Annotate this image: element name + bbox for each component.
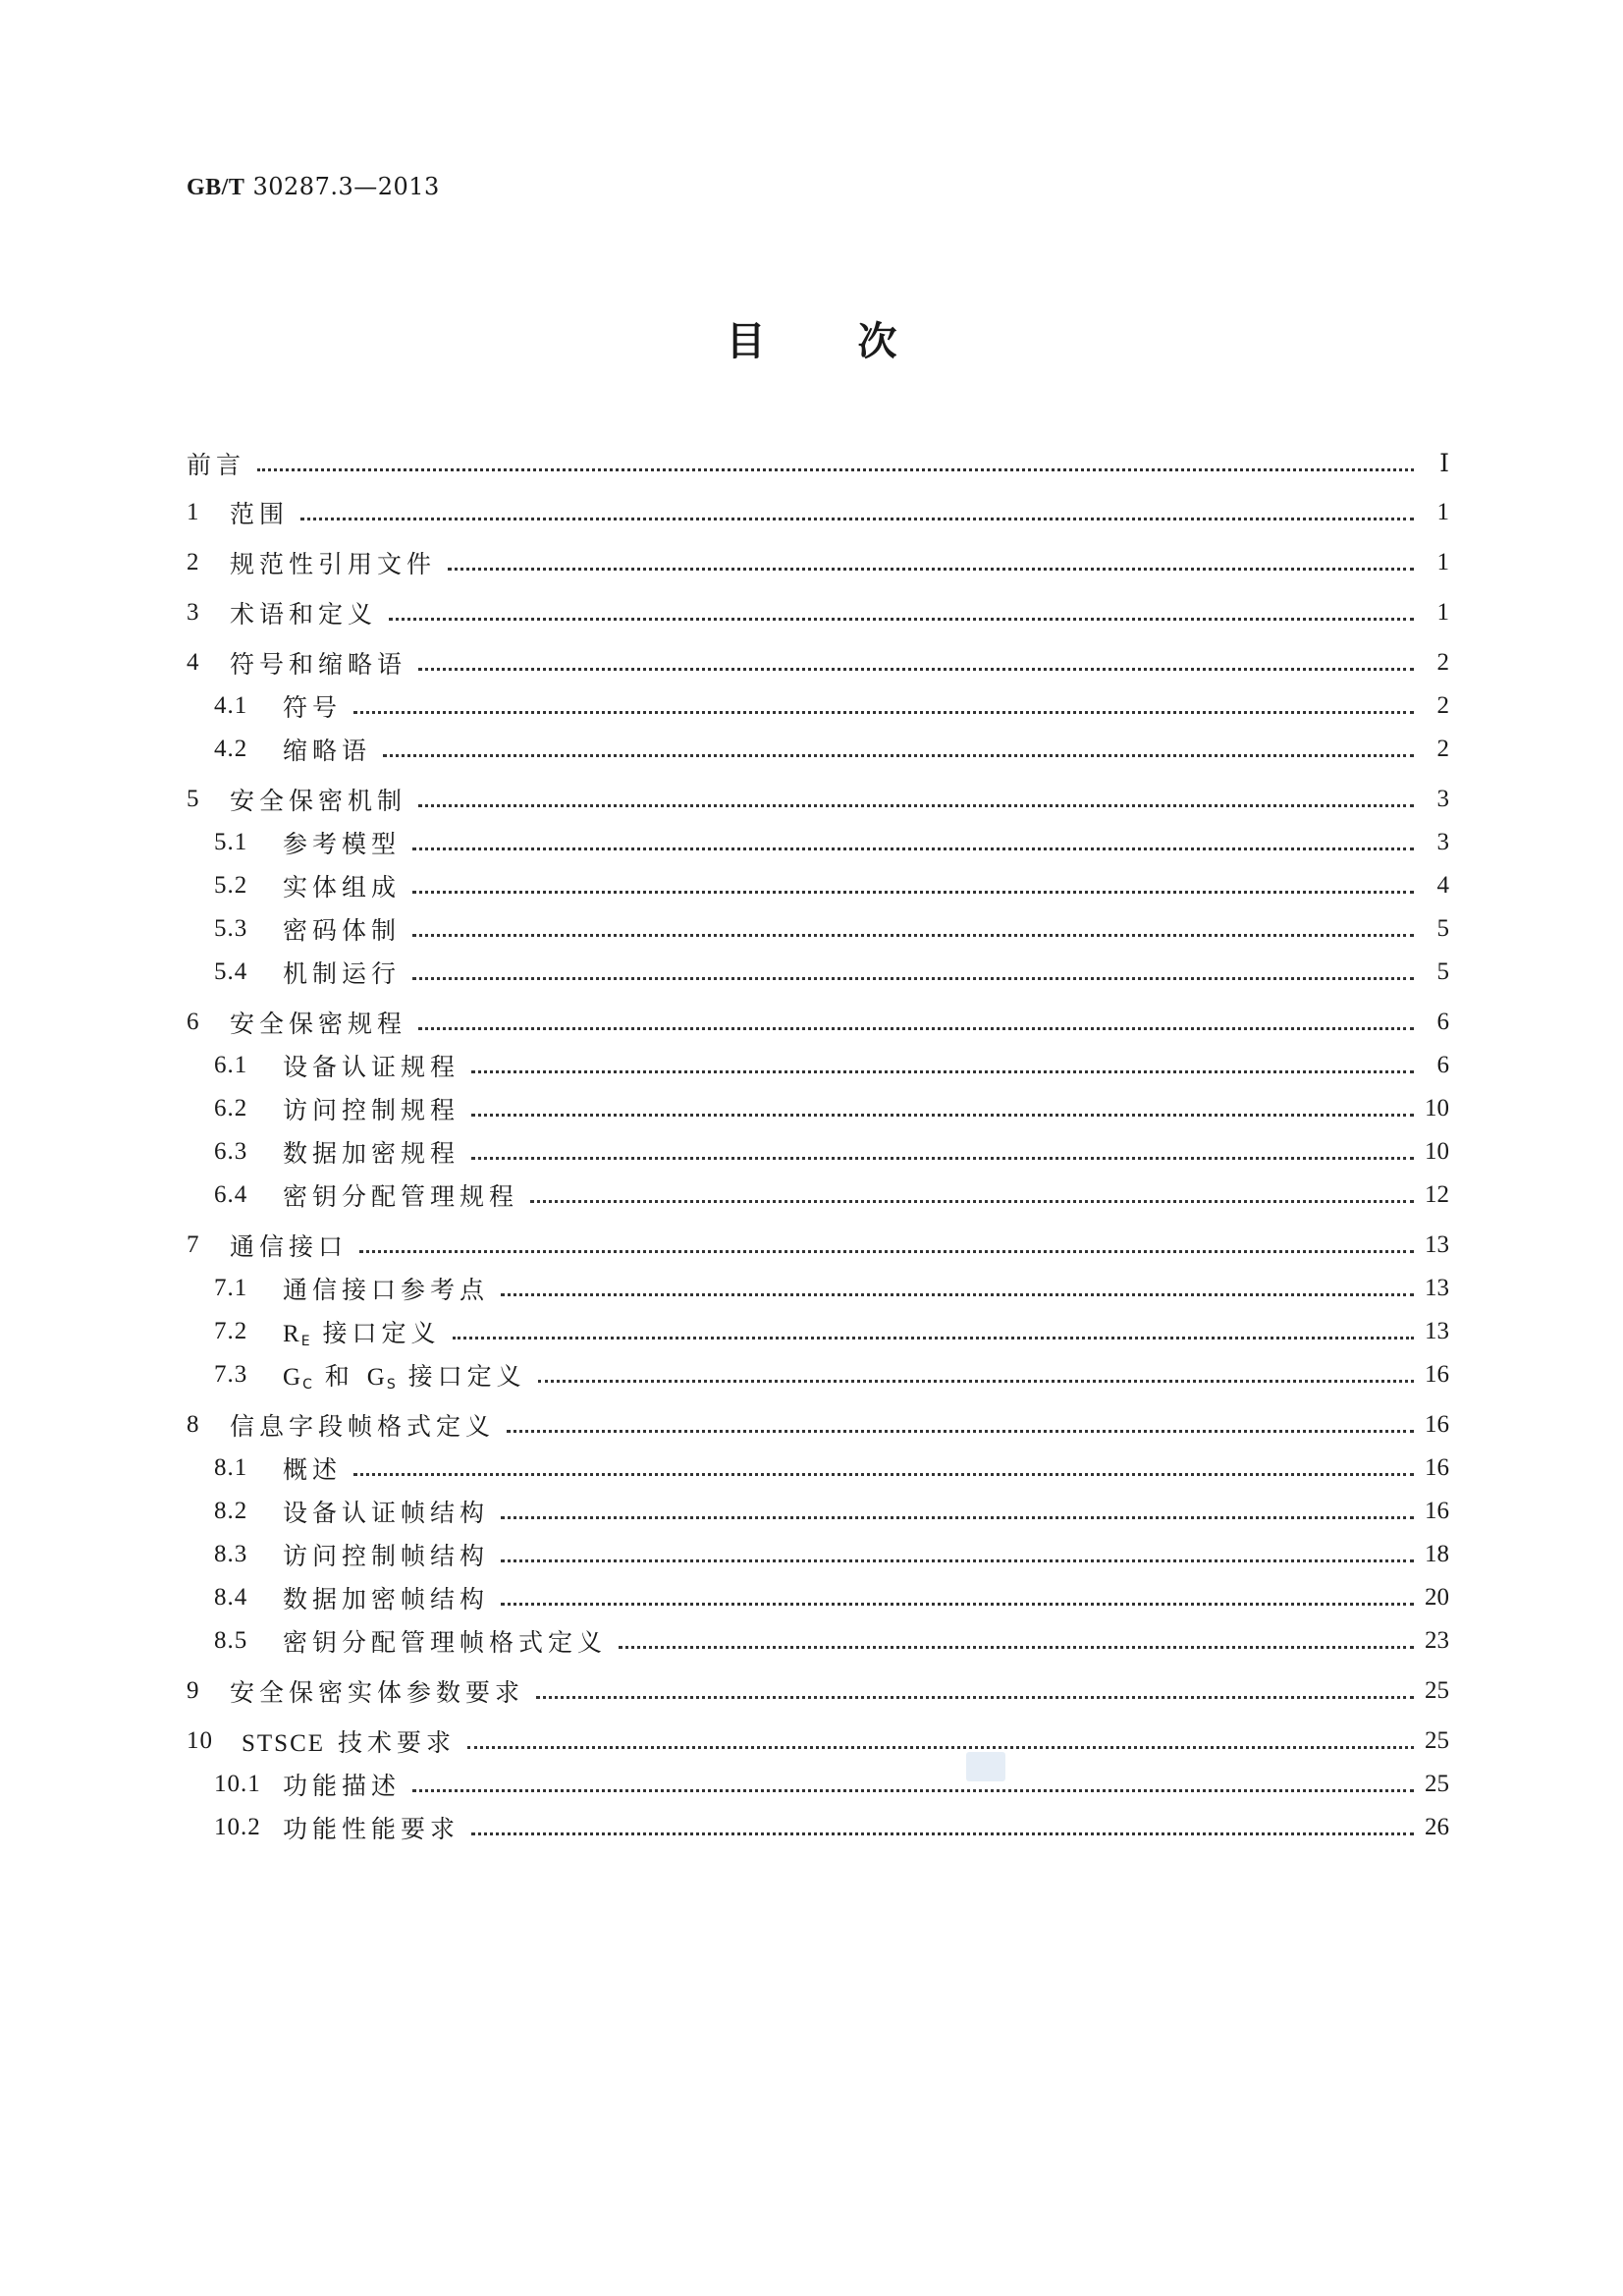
toc-entry-8-5[interactable] xyxy=(214,1621,1449,1661)
toc-entry-page: 1 xyxy=(1436,499,1449,525)
toc-entry-number: 5.4 xyxy=(214,958,248,985)
toc-entry-label: 符号和缩略语 xyxy=(230,650,407,679)
toc-leader-dots xyxy=(389,618,1414,621)
toc-entry-page: 6 xyxy=(1436,1052,1449,1078)
toc-entry-label: 数据加密规程 xyxy=(283,1139,460,1168)
toc-entry-number: 9 xyxy=(187,1677,200,1704)
toc-entry-4-1[interactable] xyxy=(214,686,1449,726)
toc-leader-dots xyxy=(471,1832,1414,1835)
toc-leader-dots xyxy=(418,668,1414,671)
toc-leader-dots xyxy=(467,1746,1414,1749)
toc-entry-page: 10 xyxy=(1425,1095,1449,1121)
toc-entry-10-2[interactable] xyxy=(214,1808,1449,1847)
toc-entry-label: 机制运行 xyxy=(283,959,402,988)
toc-entry-7[interactable] xyxy=(187,1226,1449,1265)
page-title xyxy=(0,310,1623,366)
toc-entry-page: 25 xyxy=(1425,1727,1449,1754)
toc-entry-label: 规范性引用文件 xyxy=(230,550,437,578)
toc-entry-6[interactable] xyxy=(187,1003,1449,1042)
toc-entry-label: 访问控制帧结构 xyxy=(283,1542,490,1570)
toc-leader-dots xyxy=(412,891,1414,894)
toc-entry-foreword[interactable] xyxy=(187,444,1449,483)
toc-label-g2-subscript: S xyxy=(386,1377,396,1393)
toc-entry-number: 8 xyxy=(187,1411,200,1438)
toc-leader-dots xyxy=(538,1380,1414,1383)
toc-entry-number: 5 xyxy=(187,786,200,812)
toc-entry-label xyxy=(242,1723,461,1759)
toc-entry-label: 前言 xyxy=(187,451,246,479)
standard-code xyxy=(187,173,440,201)
toc-leader-dots xyxy=(471,1157,1414,1160)
toc-entry-number: 3 xyxy=(187,599,200,626)
toc-leader-dots xyxy=(300,518,1414,520)
toc-entry-number: 5.1 xyxy=(214,829,248,855)
toc-entry-page: 23 xyxy=(1425,1627,1449,1654)
toc-entry-9[interactable] xyxy=(187,1671,1449,1711)
toc-leader-dots xyxy=(418,804,1414,807)
toc-entry-6-4[interactable] xyxy=(214,1175,1449,1215)
toc-entry-number: 7 xyxy=(187,1231,200,1258)
toc-entry-label: 参考模型 xyxy=(283,830,402,858)
toc-entry-number: 5.3 xyxy=(214,915,248,942)
toc-entry-number: 6.2 xyxy=(214,1095,248,1121)
toc-label-tail: 接口定义 xyxy=(407,1362,526,1391)
toc-entry-8[interactable] xyxy=(187,1405,1449,1445)
toc-entry-label: 数据加密帧结构 xyxy=(283,1585,490,1613)
toc-entry-label: 密码体制 xyxy=(283,916,402,945)
toc-entry-page: 1 xyxy=(1436,549,1449,575)
toc-leader-dots xyxy=(453,1337,1414,1339)
toc-entry-label: 符号 xyxy=(283,693,343,722)
toc-leader-dots xyxy=(501,1293,1414,1296)
toc-entry-page: 3 xyxy=(1436,829,1449,855)
toc-leader-dots xyxy=(412,934,1414,937)
toc-entry-3[interactable] xyxy=(187,593,1449,632)
toc-entry-number: 8.2 xyxy=(214,1498,248,1524)
toc-leader-dots xyxy=(412,847,1414,850)
toc-entry-5-1[interactable] xyxy=(214,823,1449,862)
toc-entry-label xyxy=(283,1357,532,1393)
toc-leader-dots xyxy=(418,1027,1414,1030)
toc-entry-number: 8.5 xyxy=(214,1627,248,1654)
toc-label-r: R xyxy=(283,1321,301,1347)
toc-entry-label: 密钥分配管理规程 xyxy=(283,1182,519,1211)
toc-leader-dots xyxy=(501,1516,1414,1519)
toc-entry-page: 2 xyxy=(1436,692,1449,719)
watermark-stamp-icon xyxy=(966,1752,1005,1781)
toc-entry-page: 12 xyxy=(1425,1181,1449,1208)
toc-leader-dots xyxy=(353,1473,1414,1476)
toc-entry-label: 设备认证帧结构 xyxy=(283,1499,490,1527)
toc-entry-page: 1 xyxy=(1436,599,1449,626)
toc-entry-label: 安全保密实体参数要求 xyxy=(230,1678,525,1707)
toc-entry-label: 实体组成 xyxy=(283,873,402,902)
toc-entry-5[interactable] xyxy=(187,780,1449,819)
toc-leader-dots xyxy=(471,1070,1414,1073)
toc-leader-dots xyxy=(619,1646,1414,1649)
toc-entry-8-2[interactable] xyxy=(214,1492,1449,1531)
toc-leader-dots xyxy=(501,1559,1414,1562)
toc-leader-dots xyxy=(530,1200,1414,1203)
toc-leader-dots xyxy=(471,1114,1414,1117)
toc-entry-number: 7.2 xyxy=(214,1318,248,1344)
toc-leader-dots xyxy=(448,568,1414,571)
toc-leader-dots xyxy=(353,711,1414,714)
toc-entry-1[interactable] xyxy=(187,493,1449,532)
toc-leader-dots xyxy=(383,754,1414,757)
toc-entry-page: 16 xyxy=(1425,1361,1449,1388)
toc-entry-page: 3 xyxy=(1436,786,1449,812)
toc-entry-page: 5 xyxy=(1436,915,1449,942)
toc-entry-label: 功能描述 xyxy=(283,1772,402,1800)
toc-entry-number: 6.3 xyxy=(214,1138,248,1165)
toc-entry-label: 信息字段帧格式定义 xyxy=(230,1412,496,1441)
toc-leader-dots xyxy=(359,1250,1414,1253)
toc-entry-4-2[interactable] xyxy=(214,730,1449,769)
toc-entry-page: 10 xyxy=(1425,1138,1449,1165)
toc-entry-number: 7.3 xyxy=(214,1361,248,1388)
toc-entry-label: 安全保密机制 xyxy=(230,787,407,815)
toc-entry-label: 功能性能要求 xyxy=(283,1815,460,1843)
toc-entry-number: 8.4 xyxy=(214,1584,248,1611)
toc-entry-number: 4 xyxy=(187,649,200,676)
toc-entry-label: 概述 xyxy=(283,1455,343,1484)
toc-label-g1: G xyxy=(283,1364,303,1391)
toc-entry-label: 访问控制规程 xyxy=(283,1096,460,1124)
toc-entry-page: 25 xyxy=(1425,1771,1449,1797)
toc-entry-page: 20 xyxy=(1425,1584,1449,1611)
toc-leader-dots xyxy=(536,1696,1414,1699)
toc-entry-6-2[interactable] xyxy=(214,1089,1449,1128)
toc-leader-dots xyxy=(412,1789,1414,1792)
toc-entry-number: 10.2 xyxy=(214,1814,261,1840)
toc-entry-label: 通信接口 xyxy=(230,1232,349,1261)
toc-entry-page: 5 xyxy=(1436,958,1449,985)
toc-entry-5-3[interactable] xyxy=(214,909,1449,949)
page-title-char-1: 目 xyxy=(726,319,766,364)
toc-entry-10-1[interactable] xyxy=(214,1765,1449,1804)
toc-label-r-subscript: E xyxy=(300,1334,310,1349)
toc-entry-4[interactable] xyxy=(187,643,1449,683)
toc-entry-7-3[interactable] xyxy=(214,1355,1449,1394)
toc-entry-label: 安全保密规程 xyxy=(230,1010,407,1038)
toc-entry-2[interactable] xyxy=(187,543,1449,582)
toc-entry-page: 16 xyxy=(1425,1454,1449,1481)
toc-entry-page: 16 xyxy=(1425,1498,1449,1524)
toc-leader-dots xyxy=(412,977,1414,980)
toc-leader-dots xyxy=(257,468,1414,471)
toc-entry-label: 术语和定义 xyxy=(230,600,378,629)
toc-entry-page: 2 xyxy=(1436,736,1449,762)
toc-label-g1-subscript: C xyxy=(302,1377,312,1393)
toc-entry-label: 设备认证规程 xyxy=(283,1053,460,1081)
standard-code-prefix: GB/T xyxy=(187,175,245,200)
toc-entry-8-3[interactable] xyxy=(214,1535,1449,1574)
toc-entry-number: 8.3 xyxy=(214,1541,248,1567)
toc-entry-7-2[interactable] xyxy=(214,1312,1449,1351)
toc-entry-page: 18 xyxy=(1425,1541,1449,1567)
toc-entry-6-3[interactable] xyxy=(214,1132,1449,1172)
toc-entry-8-4[interactable] xyxy=(214,1578,1449,1617)
toc-entry-number: 7.1 xyxy=(214,1275,248,1301)
toc-entry-label: 缩略语 xyxy=(283,737,372,765)
toc-entry-page: 4 xyxy=(1436,872,1449,899)
toc-entry-number: 8.1 xyxy=(214,1454,248,1481)
toc-entry-page: Ⅰ xyxy=(1439,451,1449,477)
toc-label-tail: 技术要求 xyxy=(337,1728,456,1757)
toc-entry-label xyxy=(283,1314,447,1349)
toc-entry-page: 6 xyxy=(1436,1009,1449,1035)
toc-entry-page: 13 xyxy=(1425,1318,1449,1344)
toc-entry-number: 2 xyxy=(187,549,200,575)
toc-entry-number: 10.1 xyxy=(214,1771,261,1797)
toc-entry-page: 13 xyxy=(1425,1275,1449,1301)
toc-entry-7-1[interactable] xyxy=(214,1269,1449,1308)
toc-label-tail: 接口定义 xyxy=(322,1319,441,1347)
toc-label-g2: G xyxy=(366,1364,387,1391)
toc-entry-page: 16 xyxy=(1425,1411,1449,1438)
toc-entry-number: 10 xyxy=(187,1727,213,1754)
toc-entry-page: 25 xyxy=(1425,1677,1449,1704)
toc-entry-number: 4.1 xyxy=(214,692,248,719)
toc-leader-dots xyxy=(507,1430,1414,1433)
toc-label-latin: STSCE xyxy=(242,1730,326,1757)
toc-label-and: 和 xyxy=(324,1362,354,1391)
toc-entry-page: 13 xyxy=(1425,1231,1449,1258)
toc-entry-number: 6.1 xyxy=(214,1052,248,1078)
toc-entry-label: 通信接口参考点 xyxy=(283,1276,490,1304)
toc-entry-page: 26 xyxy=(1425,1814,1449,1840)
toc-entry-number: 4.2 xyxy=(214,736,248,762)
toc-entry-label: 范围 xyxy=(230,500,290,528)
toc-entry-page: 2 xyxy=(1436,649,1449,676)
toc-entry-number: 5.2 xyxy=(214,872,248,899)
page-title-char-2: 次 xyxy=(857,319,897,364)
toc-entry-5-2[interactable] xyxy=(214,866,1449,905)
toc-leader-dots xyxy=(501,1603,1414,1606)
standard-code-number: 30287.3—2013 xyxy=(252,173,440,200)
toc-entry-label: 密钥分配管理帧格式定义 xyxy=(283,1628,608,1657)
toc-entry-number: 6.4 xyxy=(214,1181,248,1208)
toc-entry-number: 1 xyxy=(187,499,200,525)
toc-entry-10[interactable] xyxy=(187,1722,1449,1761)
toc-entry-6-1[interactable] xyxy=(214,1046,1449,1085)
toc-entry-number: 6 xyxy=(187,1009,200,1035)
toc-entry-5-4[interactable] xyxy=(214,953,1449,992)
toc-entry-8-1[interactable] xyxy=(214,1449,1449,1488)
